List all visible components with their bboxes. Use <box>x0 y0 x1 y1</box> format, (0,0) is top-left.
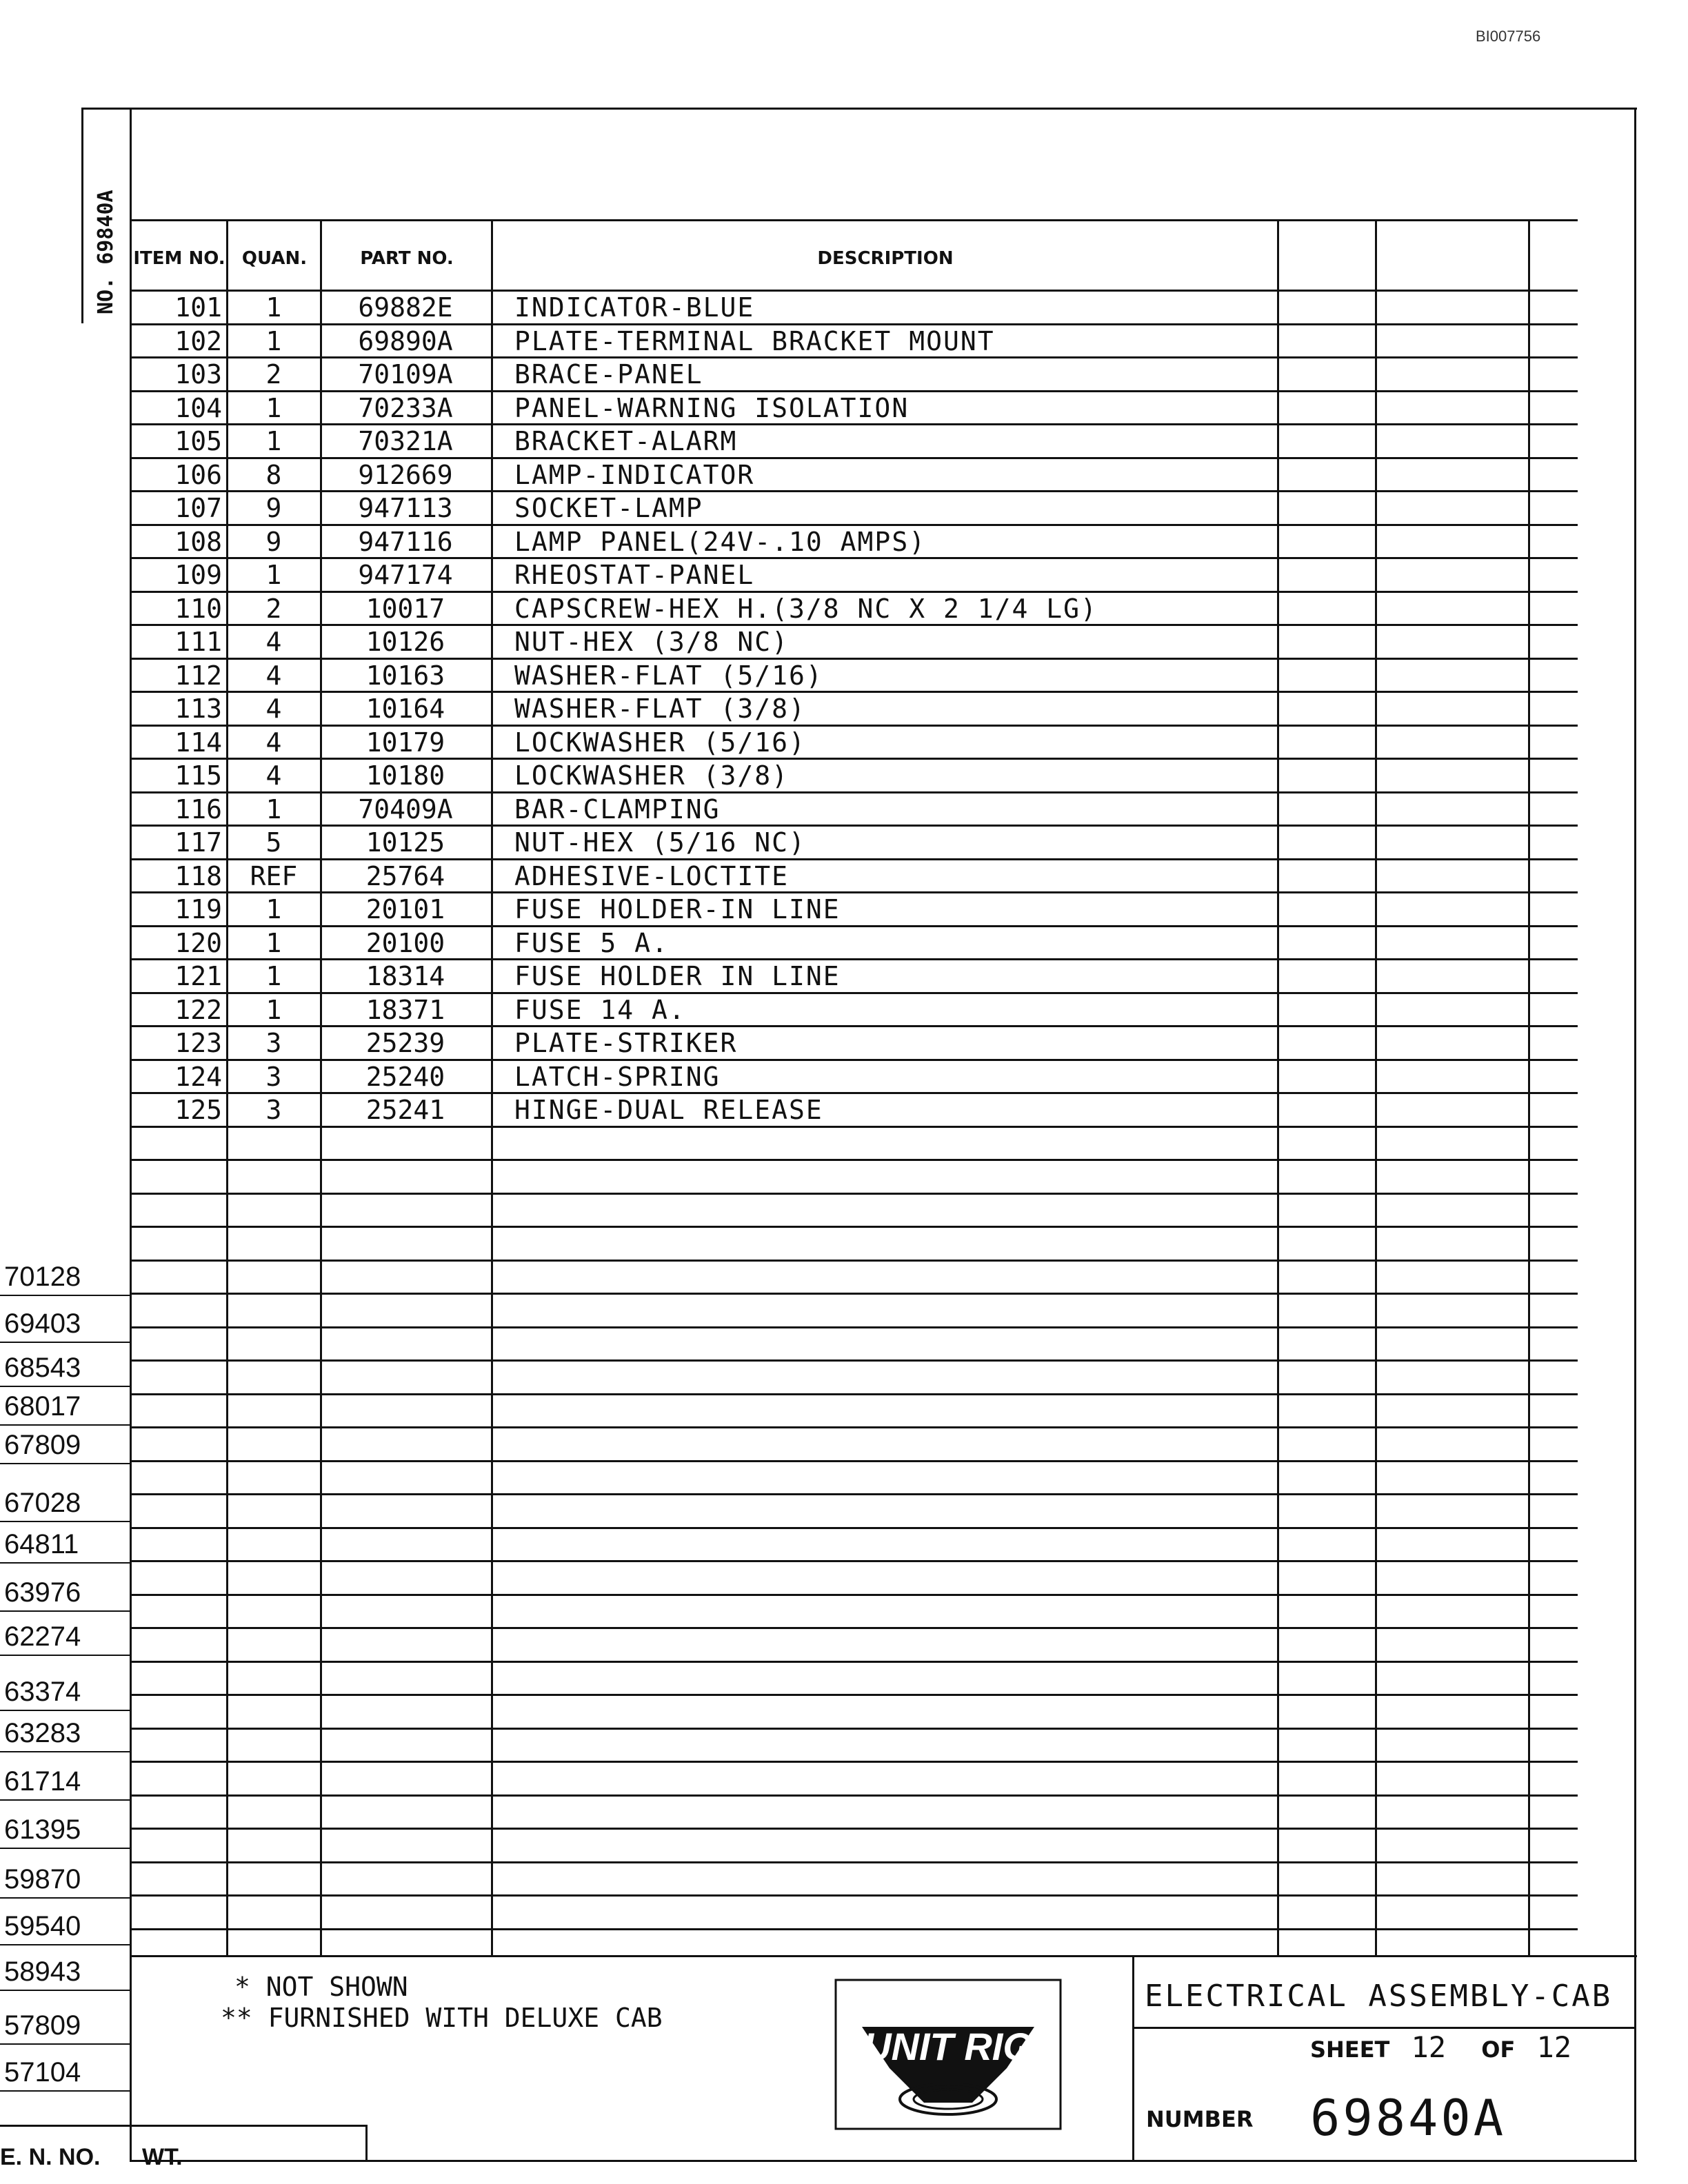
description: LOCKWASHER (3/8) <box>514 760 790 791</box>
col-line-part <box>491 219 493 1957</box>
item-number: 115 <box>174 760 222 791</box>
row-rule <box>130 1159 1578 1161</box>
revision-number: 70128 <box>4 1262 81 1292</box>
note-furnished: ** FURNISHED WITH DELUXE CAB <box>221 2003 663 2033</box>
part-number: 10125 <box>365 827 445 858</box>
quantity: 3 <box>265 1062 282 1092</box>
part-number: 912669 <box>358 460 453 490</box>
col-line-desc <box>1277 219 1279 1957</box>
row-rule <box>130 1493 1578 1495</box>
part-number: 18371 <box>365 995 445 1025</box>
quantity: 4 <box>265 694 282 724</box>
revision-underline <box>0 1848 131 1849</box>
quantity: 1 <box>265 995 282 1025</box>
item-number: 119 <box>174 894 222 924</box>
part-number: 10126 <box>365 627 445 657</box>
row-rule <box>130 1661 1578 1663</box>
part-number: 25240 <box>365 1062 445 1092</box>
part-number: 10017 <box>365 594 445 624</box>
revision-number: 58943 <box>4 1957 81 1987</box>
item-number: 102 <box>174 326 222 356</box>
sheet-number: 12 <box>1411 2030 1447 2064</box>
description: PLATE-STRIKER <box>514 1028 738 1058</box>
revision-number: 63374 <box>4 1677 81 1707</box>
quantity: 4 <box>265 660 282 691</box>
frame-right-line <box>1634 108 1636 2162</box>
quantity: 8 <box>265 460 282 490</box>
row-rule <box>130 1226 1578 1228</box>
part-number: 70409A <box>358 794 453 825</box>
item-number: 123 <box>174 1028 222 1058</box>
header-part-no: PART NO. <box>360 248 454 269</box>
revision-underline <box>0 1799 131 1801</box>
row-rule <box>130 1894 1578 1897</box>
quantity: 1 <box>265 928 282 958</box>
item-number: 107 <box>174 493 222 523</box>
item-number: 124 <box>174 1062 222 1092</box>
part-number: 947116 <box>358 527 453 557</box>
revision-underline <box>0 1990 131 1991</box>
part-number: 10179 <box>365 727 445 758</box>
revision-number: 59870 <box>4 1864 81 1894</box>
description: PANEL-WARNING ISOLATION <box>514 393 910 423</box>
drawing-number: 69840A <box>1310 2089 1507 2147</box>
part-number: 25239 <box>365 1028 445 1058</box>
part-number: 20100 <box>365 928 445 958</box>
item-number: 103 <box>174 359 222 390</box>
part-number: 70233A <box>358 393 453 423</box>
description: FUSE 5 A. <box>514 928 669 958</box>
description: ADHESIVE-LOCTITE <box>514 861 790 891</box>
item-number: 109 <box>174 560 222 590</box>
revision-number: 67028 <box>4 1488 81 1518</box>
col-line-extra1 <box>1375 219 1377 1957</box>
sheet-total: 12 <box>1536 2030 1572 2064</box>
item-number: 112 <box>174 660 222 691</box>
revision-number: 59540 <box>4 1911 81 1941</box>
row-rule <box>130 1393 1578 1395</box>
quantity: 4 <box>265 727 282 758</box>
row-rule <box>130 1293 1578 1295</box>
item-number: 120 <box>174 928 222 958</box>
revision-number: 62274 <box>4 1621 81 1652</box>
revision-number: 61714 <box>4 1766 81 1797</box>
revision-underline <box>0 1655 131 1656</box>
row-rule <box>130 1326 1578 1328</box>
part-number: 69890A <box>358 326 453 356</box>
header-top-line <box>130 219 1578 221</box>
revision-number: 57809 <box>4 2010 81 2041</box>
quantity: 4 <box>265 760 282 791</box>
quantity: 3 <box>265 1028 282 1058</box>
row-rule <box>130 1728 1578 1730</box>
revision-underline <box>0 2043 131 2045</box>
part-number: 10180 <box>365 760 445 791</box>
header-description: DESCRIPTION <box>817 248 954 269</box>
footer-top-line <box>0 2125 367 2127</box>
description: WASHER-FLAT (5/16) <box>514 660 823 691</box>
revision-underline <box>0 1342 131 1343</box>
document-id: BI007756 <box>1476 28 1541 45</box>
quantity: 1 <box>265 794 282 825</box>
description: CAPSCREW-HEX H.(3/8 NC X 2 1/4 LG) <box>514 594 1098 624</box>
footer-divider <box>365 2125 368 2162</box>
description: NUT-HEX (3/8 NC) <box>514 627 790 657</box>
frame-left-line <box>130 108 132 2162</box>
row-rule <box>130 1193 1578 1195</box>
quantity: 9 <box>265 493 282 523</box>
row-rule <box>130 1928 1578 1930</box>
description: LAMP-INDICATOR <box>514 460 755 490</box>
description: WASHER-FLAT (3/8) <box>514 694 806 724</box>
row-rule <box>130 1260 1578 1262</box>
revision-number: 57104 <box>4 2057 81 2087</box>
row-rule <box>130 1794 1578 1797</box>
revision-number: 67809 <box>4 1430 81 1460</box>
part-number: 18314 <box>365 961 445 991</box>
description: RHEOSTAT-PANEL <box>514 560 755 590</box>
header-item-no: ITEM NO. <box>133 248 225 269</box>
revision-underline <box>0 1710 131 1711</box>
row-rule <box>130 1594 1578 1596</box>
item-number: 116 <box>174 794 222 825</box>
row-rule <box>130 1560 1578 1562</box>
title-block-left-line <box>1132 1955 1134 2162</box>
item-number: 111 <box>174 627 222 657</box>
revision-underline <box>0 1463 131 1464</box>
quantity: 1 <box>265 326 282 356</box>
row-rule <box>130 1460 1578 1462</box>
part-number: 947174 <box>358 560 453 590</box>
col-line-item <box>226 219 228 1957</box>
item-number: 118 <box>174 861 222 891</box>
row-rule <box>130 1527 1578 1529</box>
description: SOCKET-LAMP <box>514 493 703 523</box>
part-number: 20101 <box>365 894 445 924</box>
row-rule <box>130 1861 1578 1863</box>
notes-top-line <box>130 1955 1637 1957</box>
number-label: NUMBER <box>1146 2106 1254 2132</box>
description: HINGE-DUAL RELEASE <box>514 1095 823 1125</box>
description: BRACE-PANEL <box>514 359 703 390</box>
part-number: 10163 <box>365 660 445 691</box>
revision-underline <box>0 1295 131 1296</box>
frame-bottom-line <box>130 2160 1637 2162</box>
header-quan: QUAN. <box>241 248 308 269</box>
quantity: 3 <box>265 1095 282 1125</box>
revision-underline <box>0 1424 131 1426</box>
frame-top-line <box>130 108 1637 110</box>
description: NUT-HEX (5/16 NC) <box>514 827 806 858</box>
of-label: OF <box>1481 2036 1516 2063</box>
row-rule <box>130 1828 1578 1830</box>
revision-number: 68017 <box>4 1391 81 1422</box>
quantity: 1 <box>265 426 282 456</box>
quantity: 4 <box>265 627 282 657</box>
weight-label: WT. <box>142 2144 183 2170</box>
row-rule <box>130 1761 1578 1763</box>
revision-underline <box>0 1897 131 1899</box>
title-block-mid-line <box>1132 2027 1636 2029</box>
part-number: 69882E <box>358 292 453 323</box>
item-number: 122 <box>174 995 222 1025</box>
revision-underline <box>0 2090 131 2092</box>
item-number: 108 <box>174 527 222 557</box>
description: PLATE-TERMINAL BRACKET MOUNT <box>514 326 995 356</box>
item-number: 104 <box>174 393 222 423</box>
row-rule <box>130 1426 1578 1428</box>
revision-number: 68543 <box>4 1353 81 1383</box>
description: LATCH-SPRING <box>514 1062 721 1092</box>
part-number: 25764 <box>365 861 445 891</box>
revision-underline <box>0 1610 131 1612</box>
revision-number: 64811 <box>4 1529 79 1559</box>
col-line-extra2 <box>1528 219 1530 1957</box>
item-number: 125 <box>174 1095 222 1125</box>
revision-number: 63976 <box>4 1577 81 1608</box>
description: FUSE 14 A. <box>514 995 686 1025</box>
description: BRACKET-ALARM <box>514 426 738 456</box>
item-number: 110 <box>174 594 222 624</box>
logo-lettering: UNIT RIG <box>863 2025 1033 2068</box>
col-line-quan <box>320 219 322 1957</box>
description: INDICATOR-BLUE <box>514 292 755 323</box>
en-no-label: E. N. NO. <box>0 2144 101 2170</box>
quantity: 2 <box>265 594 282 624</box>
item-number: 117 <box>174 827 222 858</box>
quantity: 9 <box>265 527 282 557</box>
sheet-info <box>1310 2030 1571 2064</box>
revision-underline <box>0 1562 131 1564</box>
description: LAMP PANEL(24V-.10 AMPS) <box>514 527 927 557</box>
quantity: 1 <box>265 393 282 423</box>
quantity: 5 <box>265 827 282 858</box>
item-number: 101 <box>174 292 222 323</box>
row-rule <box>130 1694 1578 1696</box>
quantity: 1 <box>265 292 282 323</box>
item-number: 114 <box>174 727 222 758</box>
part-number: 10164 <box>365 694 445 724</box>
revision-underline <box>0 1521 131 1522</box>
part-number: 70109A <box>358 359 453 390</box>
row-rule <box>130 1627 1578 1629</box>
quantity: 1 <box>265 560 282 590</box>
drawing-title: ELECTRICAL ASSEMBLY-CAB <box>1145 1979 1613 2014</box>
revision-underline <box>0 1751 131 1752</box>
item-number: 121 <box>174 961 222 991</box>
part-number: 947113 <box>358 493 453 523</box>
part-number: 25241 <box>365 1095 445 1125</box>
revision-number: 69403 <box>4 1308 81 1339</box>
quantity: 1 <box>265 961 282 991</box>
revision-number: 63283 <box>4 1718 81 1748</box>
quantity: REF <box>250 861 298 891</box>
item-number: 105 <box>174 426 222 456</box>
quantity: 1 <box>265 894 282 924</box>
unit-rig-logo <box>834 1979 1062 2130</box>
part-number: 70321A <box>358 426 453 456</box>
note-not-shown: * NOT SHOWN <box>234 1972 408 2002</box>
item-number: 113 <box>174 694 222 724</box>
side-label: NO. 69840A <box>94 190 118 314</box>
item-number: 106 <box>174 460 222 490</box>
revision-underline <box>0 1386 131 1387</box>
description: BAR-CLAMPING <box>514 794 721 825</box>
description: FUSE HOLDER-IN LINE <box>514 894 841 924</box>
revision-underline <box>0 1944 131 1945</box>
description: LOCKWASHER (5/16) <box>514 727 806 758</box>
sheet-label: SHEET <box>1310 2036 1390 2063</box>
description: FUSE HOLDER IN LINE <box>514 961 841 991</box>
quantity: 2 <box>265 359 282 390</box>
revision-number: 61395 <box>4 1814 81 1845</box>
row-rule <box>130 1359 1578 1362</box>
